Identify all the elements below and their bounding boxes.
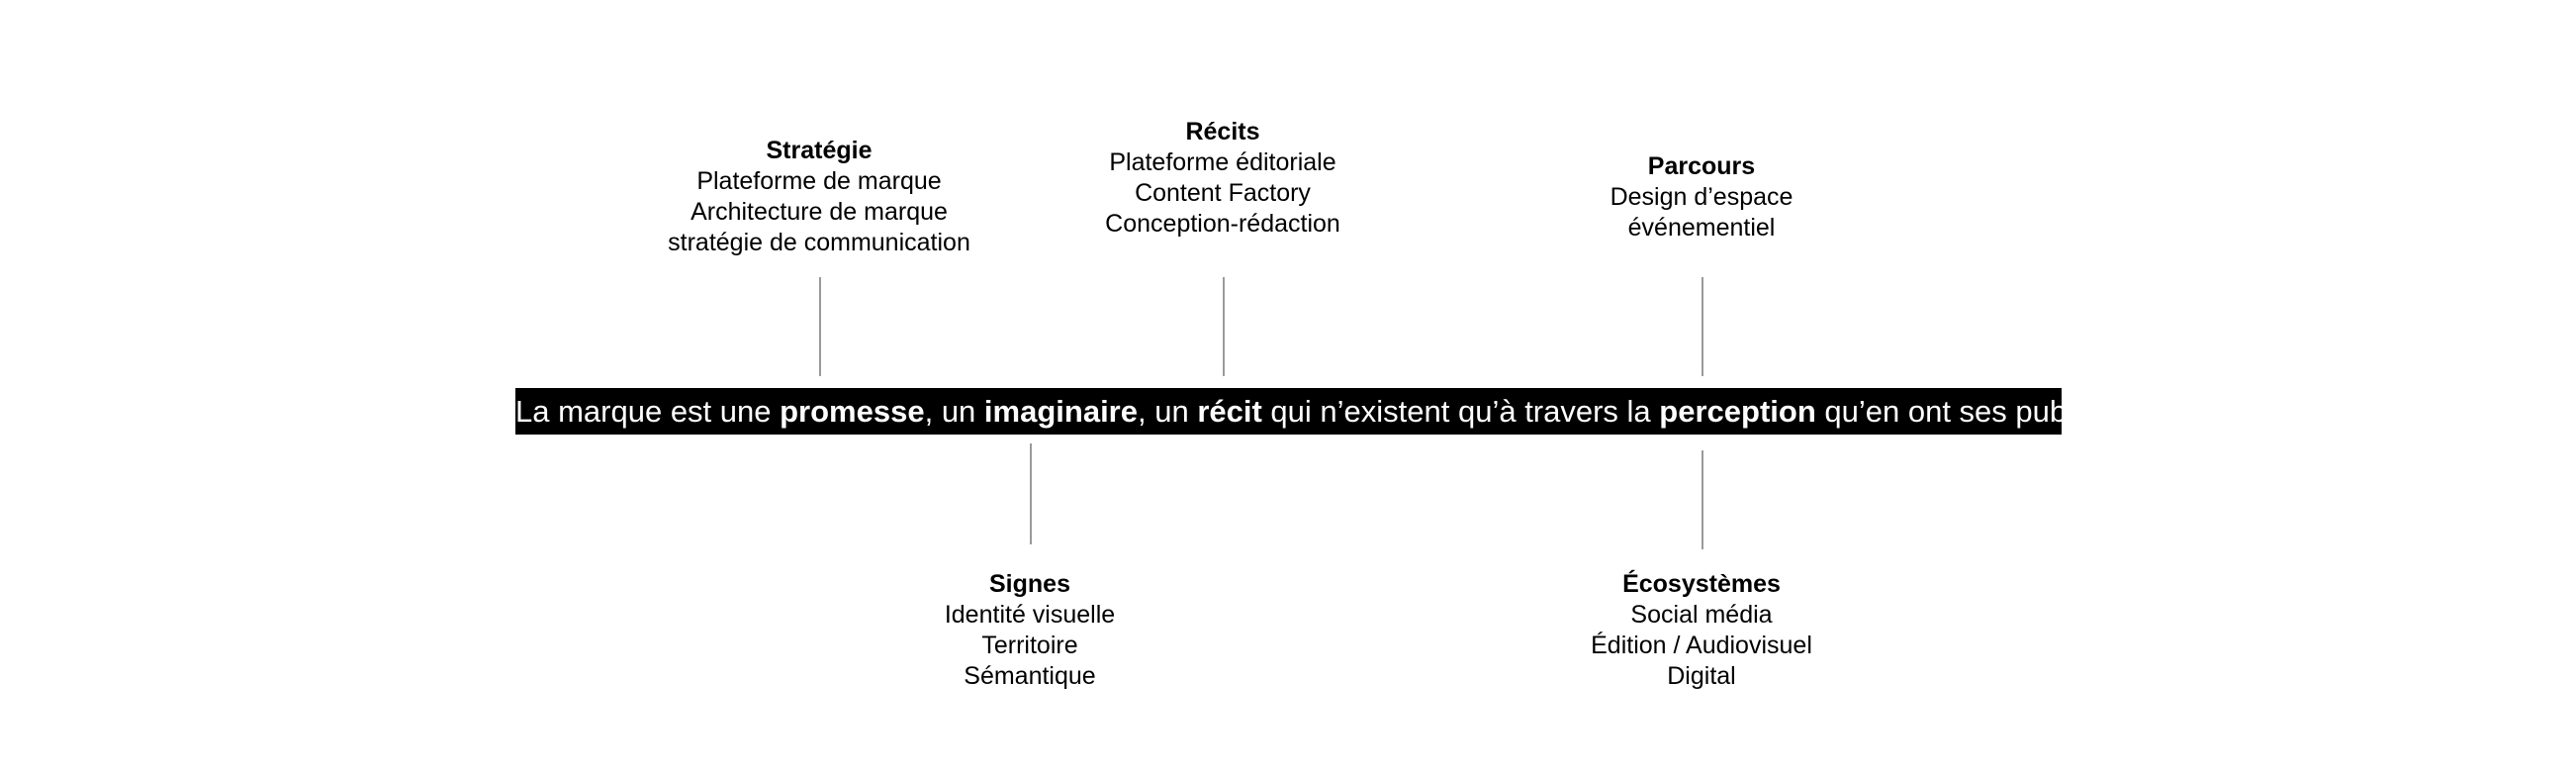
block-recits-item: Plateforme éditoriale xyxy=(1109,148,1336,176)
brand-statement-banner xyxy=(515,388,2111,435)
block-strategie-title: Stratégie xyxy=(766,137,873,164)
block-recits xyxy=(1105,117,1340,240)
block-signes-item: Territoire xyxy=(981,632,1078,659)
block-ecosystemes xyxy=(1591,569,1812,692)
block-parcours xyxy=(1610,151,1794,244)
connector-line-parcours xyxy=(1702,277,1703,376)
block-ecosystemes-title: Écosystèmes xyxy=(1622,570,1781,598)
banner-text: , un xyxy=(1137,394,1198,429)
block-parcours-item: Design d’espace xyxy=(1610,183,1794,211)
banner-text: qu’en ont ses publics xyxy=(1815,394,2111,429)
connector-line-ecosystemes xyxy=(1702,450,1703,549)
block-parcours-item: événementiel xyxy=(1627,214,1776,242)
block-signes-item: Identité visuelle xyxy=(944,601,1116,629)
block-ecosystemes-item: Édition / Audiovisuel xyxy=(1591,632,1812,659)
banner-text: La marque est une xyxy=(515,394,781,429)
connector-line-signes xyxy=(1030,443,1032,544)
connector-line-recits xyxy=(1223,277,1225,376)
block-ecosystemes-item: Digital xyxy=(1667,662,1736,690)
block-recits-title: Récits xyxy=(1185,118,1260,146)
block-signes xyxy=(945,569,1115,692)
block-recits-item: Conception-rédaction xyxy=(1105,210,1340,238)
connector-line-strategie xyxy=(819,277,821,376)
block-signes-title: Signes xyxy=(989,570,1070,598)
banner-text: qui n’existent qu’à travers la xyxy=(1261,394,1660,429)
block-strategie-item: stratégie de communication xyxy=(668,229,970,256)
banner-keyword-promesse: promesse xyxy=(780,394,925,429)
banner-text: , un xyxy=(924,394,984,429)
block-strategie xyxy=(668,136,970,258)
block-strategie-item: Architecture de marque xyxy=(690,198,948,226)
block-ecosystemes-item: Social média xyxy=(1630,601,1773,629)
block-signes-item: Sémantique xyxy=(964,662,1096,690)
banner-keyword-perception: perception xyxy=(1659,394,1816,429)
block-strategie-item: Plateforme de marque xyxy=(696,167,942,195)
banner-keyword-imaginaire: imaginaire xyxy=(983,394,1138,429)
block-recits-item: Content Factory xyxy=(1135,179,1311,207)
banner-keyword-recit: récit xyxy=(1197,394,1262,429)
block-parcours-title: Parcours xyxy=(1647,152,1756,180)
